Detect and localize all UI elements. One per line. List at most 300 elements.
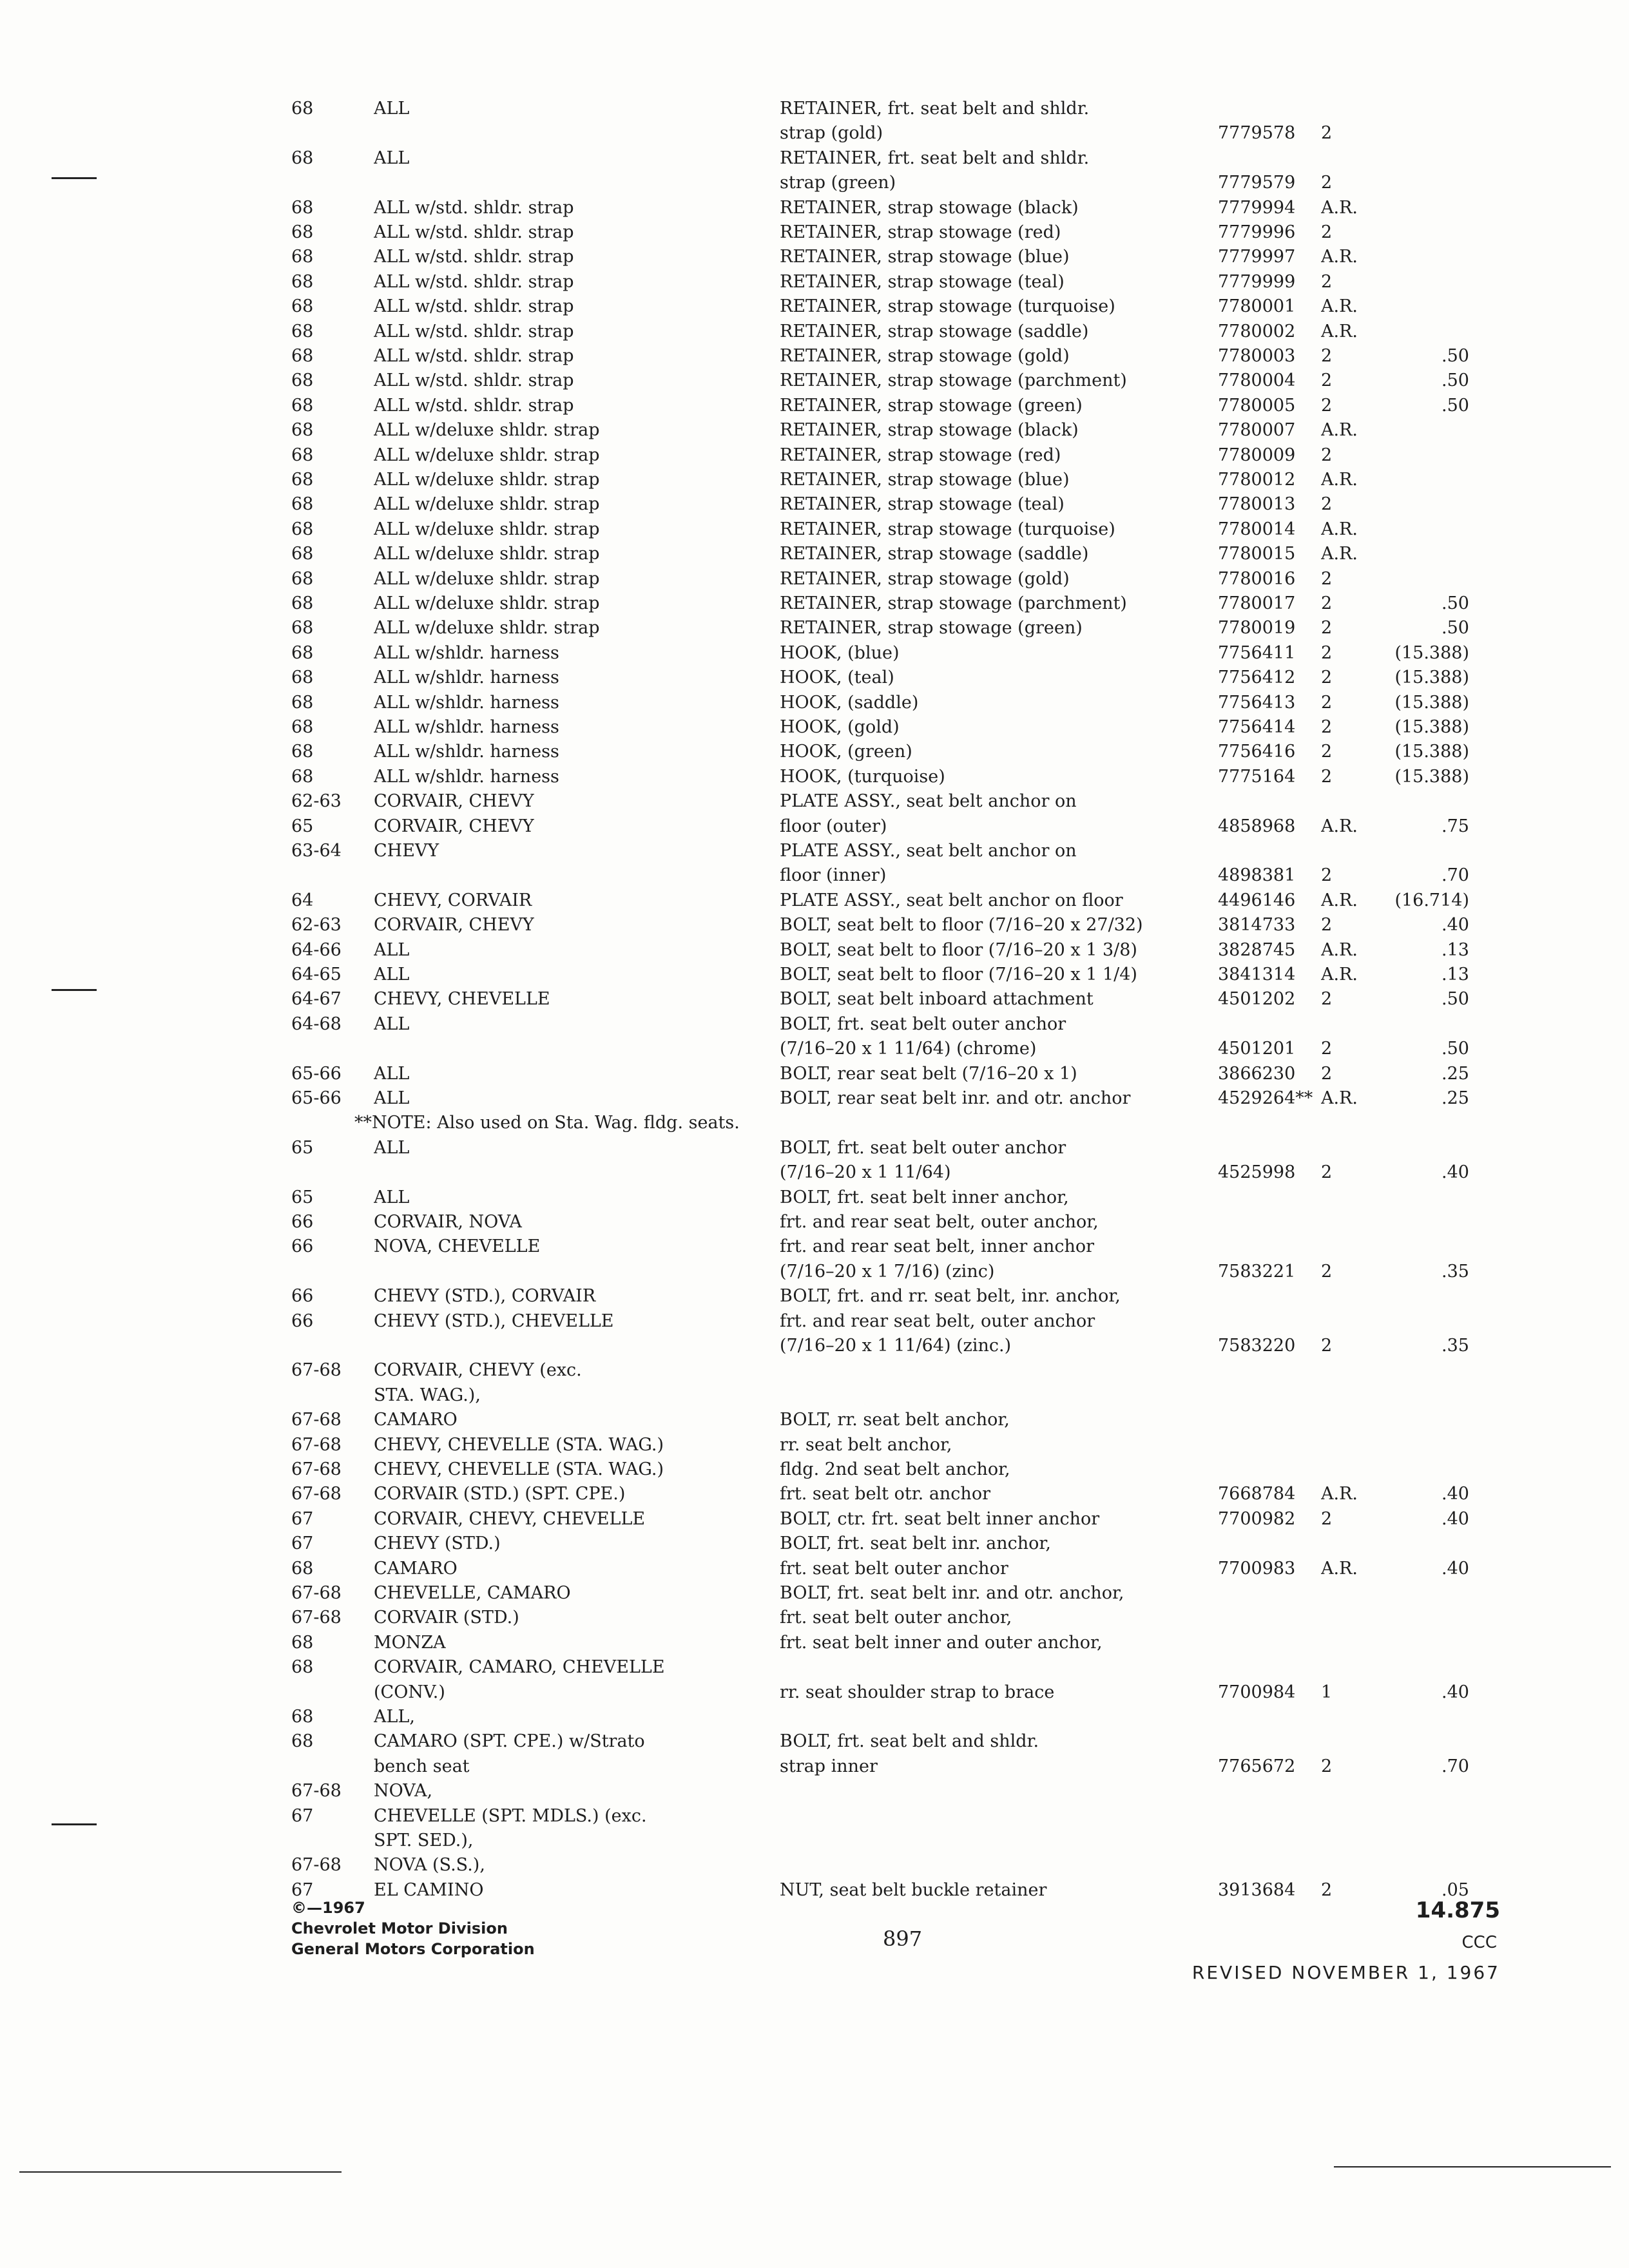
price-cell: .50 bbox=[1441, 618, 1469, 639]
model-cell: ALL w/deluxe shldr. strap bbox=[374, 445, 600, 465]
quantity-cell: 2 bbox=[1321, 692, 1333, 713]
model-cell: ALL bbox=[374, 1014, 410, 1034]
year-cell: 67-68 bbox=[291, 1459, 342, 1479]
model-cell: ALL w/deluxe shldr. strap bbox=[374, 618, 600, 639]
part-number-cell: 7780002 bbox=[1218, 321, 1296, 341]
model-cell: ALL bbox=[374, 1088, 410, 1108]
model-cell: CHEVY, CHEVELLE (STA. WAG.) bbox=[374, 1434, 664, 1455]
part-number-cell: 7779994 bbox=[1218, 197, 1296, 218]
table-row bbox=[0, 1160, 1629, 1185]
model-cell: ALL w/std. shldr. strap bbox=[374, 321, 574, 341]
model-cell: CORVAIR (STD.) (SPT. CPE.) bbox=[374, 1484, 626, 1504]
part-number-cell: 7780005 bbox=[1218, 395, 1296, 416]
description-cell: floor (inner) bbox=[780, 865, 887, 886]
table-row bbox=[0, 1358, 1629, 1383]
year-cell: 68 bbox=[291, 618, 314, 639]
description-cell: RETAINER, strap stowage (teal) bbox=[780, 494, 1065, 515]
price-cell: (15.388) bbox=[1394, 742, 1469, 762]
table-row bbox=[0, 1754, 1629, 1779]
part-number-cell: 7700984 bbox=[1218, 1682, 1296, 1702]
part-number-cell: 7668784 bbox=[1218, 1484, 1296, 1504]
description-cell: frt. seat belt outer anchor bbox=[780, 1558, 1008, 1579]
table-row bbox=[0, 1433, 1629, 1457]
part-number-cell: 7780013 bbox=[1218, 494, 1296, 515]
year-cell: 66 bbox=[291, 1311, 314, 1331]
model-cell: ALL w/std. shldr. strap bbox=[374, 222, 574, 242]
year-cell: 67-68 bbox=[291, 1608, 342, 1628]
quantity-cell: 2 bbox=[1321, 618, 1333, 639]
price-cell: (15.388) bbox=[1394, 668, 1469, 688]
table-row bbox=[0, 616, 1629, 640]
year-cell: 68 bbox=[291, 148, 314, 168]
table-row bbox=[0, 889, 1629, 913]
table-row bbox=[0, 1235, 1629, 1259]
description-cell: RETAINER, strap stowage (teal) bbox=[780, 271, 1065, 292]
part-number-cell: 7779578 bbox=[1218, 123, 1296, 144]
price-cell: .75 bbox=[1441, 816, 1469, 836]
year-cell: 68 bbox=[291, 1632, 314, 1653]
year-cell: 66 bbox=[291, 1286, 314, 1307]
model-cell: CAMARO bbox=[374, 1558, 458, 1579]
table-row bbox=[0, 1680, 1629, 1705]
price-cell: .50 bbox=[1441, 1039, 1469, 1059]
year-cell: 67-68 bbox=[291, 1484, 342, 1504]
description-cell: RETAINER, strap stowage (saddle) bbox=[780, 544, 1089, 564]
description-cell: (7/16–20 x 1 11/64) bbox=[780, 1162, 951, 1183]
description-cell: RETAINER, strap stowage (gold) bbox=[780, 568, 1070, 589]
model-cell: ALL w/std. shldr. strap bbox=[374, 296, 574, 317]
year-cell: 64-67 bbox=[291, 989, 342, 1010]
model-cell: ALL bbox=[374, 99, 410, 119]
model-cell: ALL w/std. shldr. strap bbox=[374, 346, 574, 366]
year-cell: 67-68 bbox=[291, 1410, 342, 1430]
part-number-cell: 7780016 bbox=[1218, 568, 1296, 589]
revision-date: REVISED NOVEMBER 1, 1967 bbox=[1191, 1962, 1500, 1983]
price-cell: .50 bbox=[1441, 989, 1469, 1010]
part-number-cell: 7780009 bbox=[1218, 445, 1296, 465]
price-cell: .50 bbox=[1441, 346, 1469, 366]
description-cell: RETAINER, strap stowage (gold) bbox=[780, 346, 1070, 366]
section-code: CCC bbox=[1461, 1933, 1497, 1952]
year-cell: 65 bbox=[291, 816, 314, 836]
quantity-cell: 2 bbox=[1321, 222, 1333, 242]
description-cell: rr. seat belt anchor, bbox=[780, 1434, 952, 1455]
part-number-cell: 7756414 bbox=[1218, 717, 1296, 737]
quantity-cell: 2 bbox=[1321, 1879, 1333, 1900]
model-cell: CORVAIR (STD.) bbox=[374, 1608, 519, 1628]
quantity-cell: 2 bbox=[1321, 766, 1333, 787]
part-number-cell: 7756413 bbox=[1218, 692, 1296, 713]
price-cell: .40 bbox=[1441, 1558, 1469, 1579]
price-cell: .40 bbox=[1441, 1508, 1469, 1529]
price-cell: .40 bbox=[1441, 1682, 1469, 1702]
price-cell: (15.388) bbox=[1394, 642, 1469, 663]
table-row bbox=[0, 1186, 1629, 1210]
part-number-cell: 7756416 bbox=[1218, 742, 1296, 762]
price-cell: .35 bbox=[1441, 1261, 1469, 1282]
corporation-name: General Motors Corporation bbox=[291, 1940, 535, 1958]
description-cell: BOLT, frt. seat belt inner anchor, bbox=[780, 1187, 1069, 1207]
year-cell: 65 bbox=[291, 1187, 314, 1207]
table-row bbox=[0, 320, 1629, 344]
model-cell: ALL w/shldr. harness bbox=[374, 717, 559, 737]
quantity-cell: 2 bbox=[1321, 1508, 1333, 1529]
quantity-cell: 2 bbox=[1321, 1336, 1333, 1356]
model-cell: NOVA (S.S.), bbox=[374, 1855, 485, 1876]
description-cell: frt. seat belt inner and outer anchor, bbox=[780, 1632, 1103, 1653]
quantity-cell: A.R. bbox=[1321, 296, 1358, 317]
model-cell: ALL w/deluxe shldr. strap bbox=[374, 593, 600, 613]
part-number-cell: 4496146 bbox=[1218, 890, 1296, 910]
description-cell: RETAINER, strap stowage (parchment) bbox=[780, 370, 1127, 391]
model-cell: NOVA, bbox=[374, 1781, 433, 1802]
table-row bbox=[0, 938, 1629, 963]
punch-mark bbox=[52, 1823, 97, 1825]
model-cell: ALL w/std. shldr. strap bbox=[374, 271, 574, 292]
model-cell: CHEVY, CHEVELLE bbox=[374, 989, 550, 1010]
table-row bbox=[0, 963, 1629, 987]
description-cell: BOLT, ctr. frt. seat belt inner anchor bbox=[780, 1508, 1100, 1529]
part-number-cell: 7780019 bbox=[1218, 618, 1296, 639]
table-row bbox=[0, 1062, 1629, 1086]
price-cell: .50 bbox=[1441, 593, 1469, 613]
description-cell: fldg. 2nd seat belt anchor, bbox=[780, 1459, 1010, 1479]
table-row bbox=[0, 1779, 1629, 1803]
part-number-cell: 7700983 bbox=[1218, 1558, 1296, 1579]
quantity-cell: 1 bbox=[1321, 1682, 1333, 1702]
quantity-cell: A.R. bbox=[1321, 1088, 1358, 1108]
punch-mark bbox=[52, 989, 97, 991]
price-cell: .35 bbox=[1441, 1336, 1469, 1356]
price-cell: .13 bbox=[1441, 939, 1469, 960]
year-cell: 63-64 bbox=[291, 841, 342, 861]
table-row bbox=[0, 1631, 1629, 1655]
table-row bbox=[0, 146, 1629, 171]
table-row bbox=[0, 1853, 1629, 1878]
table-row bbox=[0, 1383, 1629, 1408]
model-cell: CHEVY (STD.), CORVAIR bbox=[374, 1286, 596, 1307]
quantity-cell: 2 bbox=[1321, 593, 1333, 613]
table-row bbox=[0, 1482, 1629, 1506]
price-cell: (16.714) bbox=[1394, 890, 1469, 910]
quantity-cell: A.R. bbox=[1321, 544, 1358, 564]
table-row bbox=[0, 567, 1629, 591]
table-row bbox=[0, 492, 1629, 517]
part-number-cell: 7780012 bbox=[1218, 470, 1296, 490]
part-number-cell: 7756411 bbox=[1218, 642, 1296, 663]
part-number-cell: 3913684 bbox=[1218, 1879, 1296, 1900]
table-row bbox=[0, 913, 1629, 937]
year-cell: 67 bbox=[291, 1805, 314, 1826]
description-cell: BOLT, seat belt inboard attachment bbox=[780, 989, 1094, 1010]
quantity-cell: 2 bbox=[1321, 865, 1333, 886]
model-cell: ALL w/shldr. harness bbox=[374, 742, 559, 762]
quantity-cell: 2 bbox=[1321, 915, 1333, 936]
model-cell: bench seat bbox=[374, 1756, 470, 1776]
punch-mark bbox=[52, 177, 97, 179]
year-cell: 68 bbox=[291, 470, 314, 490]
description-cell: RETAINER, strap stowage (black) bbox=[780, 197, 1079, 218]
price-cell: .25 bbox=[1441, 1088, 1469, 1108]
table-row bbox=[0, 1705, 1629, 1729]
part-number-cell: 7583220 bbox=[1218, 1336, 1296, 1356]
table-row bbox=[0, 270, 1629, 294]
edge-line bbox=[1334, 2166, 1611, 2167]
year-cell: 68 bbox=[291, 742, 314, 762]
description-cell: BOLT, frt. seat belt and shldr. bbox=[780, 1731, 1039, 1752]
price-cell: .70 bbox=[1441, 1756, 1469, 1776]
description-cell: RETAINER, strap stowage (blue) bbox=[780, 470, 1070, 490]
year-cell: 68 bbox=[291, 519, 314, 539]
table-row bbox=[0, 517, 1629, 542]
year-cell: 68 bbox=[291, 717, 314, 737]
quantity-cell: A.R. bbox=[1321, 470, 1358, 490]
table-row bbox=[0, 789, 1629, 814]
description-cell: BOLT, seat belt to floor (7/16–20 x 1 3/8) bbox=[780, 939, 1137, 960]
year-cell: 68 bbox=[291, 1731, 314, 1752]
quantity-cell: A.R. bbox=[1321, 890, 1358, 910]
quantity-cell: 2 bbox=[1321, 642, 1333, 663]
description-cell: BOLT, seat belt to floor (7/16–20 x 1 1/4) bbox=[780, 965, 1137, 985]
year-cell: 68 bbox=[291, 99, 314, 119]
table-row bbox=[0, 1012, 1629, 1037]
quantity-cell: 2 bbox=[1321, 445, 1333, 465]
year-cell: 64-65 bbox=[291, 965, 342, 985]
table-row bbox=[0, 839, 1629, 863]
description-cell: BOLT, rear seat belt (7/16–20 x 1) bbox=[780, 1063, 1077, 1084]
model-cell: CAMARO (SPT. CPE.) w/Strato bbox=[374, 1731, 645, 1752]
year-cell: 68 bbox=[291, 593, 314, 613]
year-cell: 68 bbox=[291, 544, 314, 564]
table-row bbox=[0, 344, 1629, 369]
table-row bbox=[0, 121, 1629, 146]
description-cell: frt. and rear seat belt, outer anchor bbox=[780, 1311, 1095, 1331]
quantity-cell: A.R. bbox=[1321, 1484, 1358, 1504]
price-cell: (15.388) bbox=[1394, 766, 1469, 787]
table-row bbox=[0, 1606, 1629, 1630]
year-cell: 68 bbox=[291, 1707, 314, 1727]
description-cell: frt. and rear seat belt, outer anchor, bbox=[780, 1212, 1099, 1232]
table-row bbox=[0, 1532, 1629, 1556]
year-cell: 67-68 bbox=[291, 1434, 342, 1455]
quantity-cell: 2 bbox=[1321, 989, 1333, 1010]
year-cell: 66 bbox=[291, 1236, 314, 1257]
model-cell: CAMARO bbox=[374, 1410, 458, 1430]
description-cell: (7/16–20 x 1 11/64) (zinc.) bbox=[780, 1336, 1012, 1356]
table-row bbox=[0, 220, 1629, 245]
table-row bbox=[0, 97, 1629, 121]
table-row bbox=[0, 987, 1629, 1012]
table-row bbox=[0, 171, 1629, 195]
year-cell: 67-68 bbox=[291, 1855, 342, 1876]
year-cell: 68 bbox=[291, 271, 314, 292]
table-row bbox=[0, 1037, 1629, 1061]
table-row bbox=[0, 394, 1629, 418]
table-row bbox=[0, 1210, 1629, 1235]
description-cell: RETAINER, strap stowage (black) bbox=[780, 420, 1079, 441]
part-number-cell: 7775164 bbox=[1218, 766, 1296, 787]
description-cell: BOLT, frt. seat belt outer anchor bbox=[780, 1014, 1066, 1034]
year-cell: 65-66 bbox=[291, 1088, 342, 1108]
quantity-cell: A.R. bbox=[1321, 1558, 1358, 1579]
page-number: 897 bbox=[883, 1927, 923, 1951]
part-number-cell: 7700982 bbox=[1218, 1508, 1296, 1529]
description-cell: HOOK, (gold) bbox=[780, 717, 900, 737]
quantity-cell: 2 bbox=[1321, 1756, 1333, 1776]
table-row bbox=[0, 1507, 1629, 1532]
table-row bbox=[0, 863, 1629, 888]
year-cell: 67 bbox=[291, 1508, 314, 1529]
description-cell: HOOK, (green) bbox=[780, 742, 912, 762]
price-cell: .70 bbox=[1441, 865, 1469, 886]
description-cell: rr. seat shoulder strap to brace bbox=[780, 1682, 1055, 1702]
table-row bbox=[0, 1309, 1629, 1334]
part-number-cell: 4858968 bbox=[1218, 816, 1296, 836]
quantity-cell: A.R. bbox=[1321, 939, 1358, 960]
model-cell: CHEVY, CHEVELLE (STA. WAG.) bbox=[374, 1459, 664, 1479]
year-cell: 68 bbox=[291, 247, 314, 267]
model-cell: ALL w/shldr. harness bbox=[374, 766, 559, 787]
part-number-cell: 7779996 bbox=[1218, 222, 1296, 242]
description-cell: RETAINER, strap stowage (red) bbox=[780, 445, 1061, 465]
part-number-cell: 7779999 bbox=[1218, 271, 1296, 292]
description-cell: RETAINER, strap stowage (green) bbox=[780, 618, 1083, 639]
year-cell: 68 bbox=[291, 445, 314, 465]
model-cell: CORVAIR, CHEVY bbox=[374, 791, 534, 812]
price-cell: .13 bbox=[1441, 965, 1469, 985]
description-cell: (7/16–20 x 1 11/64) (chrome) bbox=[780, 1039, 1037, 1059]
year-cell: 62-63 bbox=[291, 915, 342, 936]
year-cell: 68 bbox=[291, 321, 314, 341]
year-cell: 68 bbox=[291, 222, 314, 242]
description-cell: BOLT, frt. seat belt inr. and otr. anchor, bbox=[780, 1583, 1124, 1603]
table-row bbox=[0, 245, 1629, 269]
quantity-cell: 2 bbox=[1321, 668, 1333, 688]
table-row bbox=[0, 691, 1629, 715]
description-cell: strap inner bbox=[780, 1756, 878, 1776]
year-cell: 67-68 bbox=[291, 1781, 342, 1802]
part-number-cell: 7780003 bbox=[1218, 346, 1296, 366]
year-cell: 68 bbox=[291, 346, 314, 366]
model-cell: CORVAIR, CHEVY bbox=[374, 915, 534, 936]
year-cell: 68 bbox=[291, 568, 314, 589]
table-row bbox=[0, 1260, 1629, 1284]
model-cell: ALL, bbox=[374, 1707, 415, 1727]
table-row bbox=[0, 1334, 1629, 1358]
model-cell: CHEVY (STD.) bbox=[374, 1533, 501, 1554]
year-cell: 68 bbox=[291, 692, 314, 713]
table-row bbox=[0, 666, 1629, 690]
group-number: 14.875 bbox=[1415, 1898, 1500, 1923]
part-number-cell: 7756412 bbox=[1218, 668, 1296, 688]
part-number-cell: 3814733 bbox=[1218, 915, 1296, 936]
description-cell: RETAINER, frt. seat belt and shldr. bbox=[780, 99, 1090, 119]
quantity-cell: 2 bbox=[1321, 494, 1333, 515]
model-cell: MONZA bbox=[374, 1632, 446, 1653]
description-cell: PLATE ASSY., seat belt anchor on bbox=[780, 841, 1077, 861]
table-row bbox=[0, 1457, 1629, 1482]
table-row bbox=[0, 1136, 1629, 1160]
description-cell: RETAINER, strap stowage (turquoise) bbox=[780, 519, 1115, 539]
model-cell: CHEVY bbox=[374, 841, 439, 861]
description-cell: RETAINER, strap stowage (red) bbox=[780, 222, 1061, 242]
quantity-cell: 2 bbox=[1321, 346, 1333, 366]
description-cell: frt. seat belt outer anchor, bbox=[780, 1608, 1012, 1628]
part-number-cell: 7583221 bbox=[1218, 1261, 1296, 1282]
part-number-cell: 7779579 bbox=[1218, 173, 1296, 193]
price-cell: .40 bbox=[1441, 915, 1469, 936]
table-row bbox=[0, 418, 1629, 443]
model-cell: STA. WAG.), bbox=[374, 1385, 481, 1405]
quantity-cell: 2 bbox=[1321, 173, 1333, 193]
table-row bbox=[0, 591, 1629, 616]
price-cell: (15.388) bbox=[1394, 717, 1469, 737]
year-cell: 67-68 bbox=[291, 1583, 342, 1603]
part-number-cell: 3828745 bbox=[1218, 939, 1296, 960]
table-row bbox=[0, 1655, 1629, 1680]
quantity-cell: 2 bbox=[1321, 717, 1333, 737]
table-row bbox=[0, 814, 1629, 839]
model-cell: CORVAIR, CHEVY (exc. bbox=[374, 1360, 582, 1381]
price-cell: (15.388) bbox=[1394, 692, 1469, 713]
model-cell: CHEVY (STD.), CHEVELLE bbox=[374, 1311, 614, 1331]
model-cell: ALL w/std. shldr. strap bbox=[374, 370, 574, 391]
quantity-cell: 2 bbox=[1321, 1063, 1333, 1084]
table-row bbox=[0, 1086, 1629, 1111]
price-cell: .50 bbox=[1441, 370, 1469, 391]
table-row bbox=[0, 1804, 1629, 1829]
price-cell: .40 bbox=[1441, 1162, 1469, 1183]
price-cell: .05 bbox=[1441, 1879, 1469, 1900]
description-cell: HOOK, (blue) bbox=[780, 642, 900, 663]
model-cell: NOVA, CHEVELLE bbox=[374, 1236, 541, 1257]
description-cell: NUT, seat belt buckle retainer bbox=[780, 1879, 1047, 1900]
year-cell: 68 bbox=[291, 420, 314, 441]
year-cell: 66 bbox=[291, 1212, 314, 1232]
publisher-block bbox=[291, 1898, 535, 1959]
year-cell: 68 bbox=[291, 668, 314, 688]
year-cell: 68 bbox=[291, 370, 314, 391]
price-cell: .40 bbox=[1441, 1484, 1469, 1504]
quantity-cell: A.R. bbox=[1321, 816, 1358, 836]
description-cell: RETAINER, strap stowage (turquoise) bbox=[780, 296, 1115, 317]
model-cell: ALL w/std. shldr. strap bbox=[374, 247, 574, 267]
description-cell: PLATE ASSY., seat belt anchor on floor bbox=[780, 890, 1123, 910]
description-cell: HOOK, (turquoise) bbox=[780, 766, 945, 787]
description-cell: RETAINER, strap stowage (green) bbox=[780, 395, 1083, 416]
model-cell: CORVAIR, CHEVY bbox=[374, 816, 534, 836]
table-row bbox=[0, 468, 1629, 492]
quantity-cell: 2 bbox=[1321, 1039, 1333, 1059]
footnote: **NOTE: Also used on Sta. Wag. fldg. seats. bbox=[354, 1113, 740, 1133]
year-cell: 65-66 bbox=[291, 1063, 342, 1084]
table-row bbox=[0, 369, 1629, 393]
quantity-cell: 2 bbox=[1321, 1162, 1333, 1183]
part-number-cell: 7780007 bbox=[1218, 420, 1296, 441]
model-cell: ALL bbox=[374, 1063, 410, 1084]
description-cell: HOOK, (teal) bbox=[780, 668, 894, 688]
quantity-cell: A.R. bbox=[1321, 965, 1358, 985]
part-number-cell: 7780014 bbox=[1218, 519, 1296, 539]
description-cell: BOLT, seat belt to floor (7/16–20 x 27/32) bbox=[780, 915, 1143, 936]
description-cell: BOLT, frt. seat belt outer anchor bbox=[780, 1137, 1066, 1158]
model-cell: ALL w/deluxe shldr. strap bbox=[374, 519, 600, 539]
quantity-cell: 2 bbox=[1321, 568, 1333, 589]
description-cell: frt. and rear seat belt, inner anchor bbox=[780, 1236, 1095, 1257]
description-cell: frt. seat belt otr. anchor bbox=[780, 1484, 990, 1504]
description-cell: HOOK, (saddle) bbox=[780, 692, 919, 713]
year-cell: 64 bbox=[291, 890, 314, 910]
